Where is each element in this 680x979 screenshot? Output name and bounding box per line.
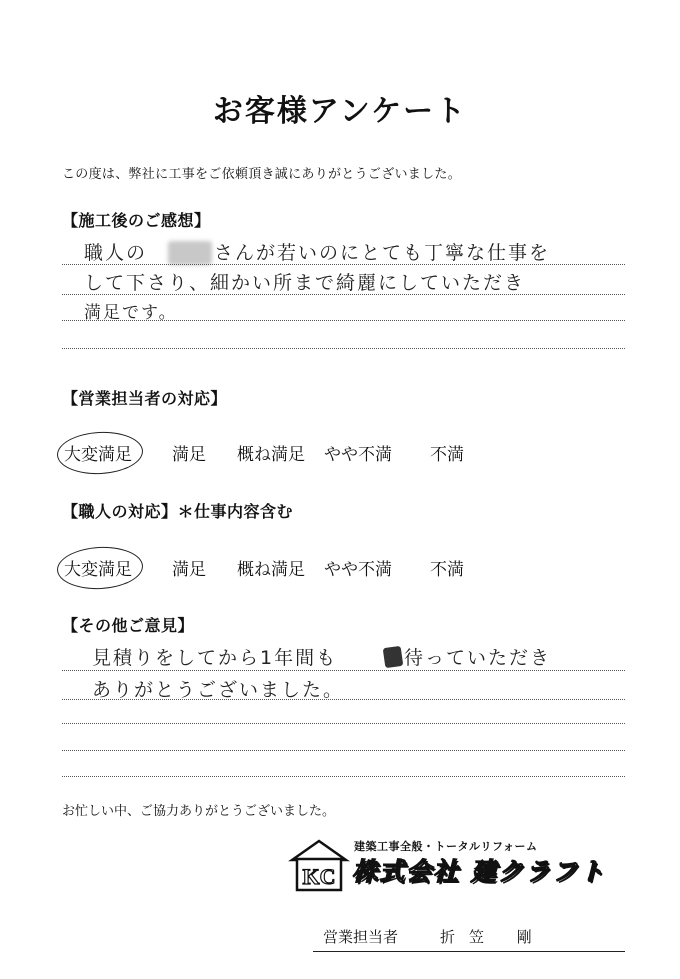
rating-option-dissatisfied[interactable]: 不満 xyxy=(430,560,464,580)
house-logo-icon xyxy=(288,838,350,894)
impressions-heading: 【施工後のご感想】 xyxy=(62,211,211,230)
answer-line xyxy=(62,348,625,349)
scribbled-out-text xyxy=(383,646,404,668)
rating-option-very-satisfied[interactable]: 大変満足 xyxy=(64,440,132,465)
other-comments-heading: 【その他ご意見】 xyxy=(62,616,195,635)
impressions-line-2: して下さり、細かい所まで綺麗にしていただき xyxy=(84,272,526,294)
answer-line xyxy=(62,264,625,265)
closing-text: お忙しい中、ご協力ありがとうございました。 xyxy=(62,804,336,819)
rating-option-slightly-dissatisfied[interactable]: やや不満 xyxy=(324,560,392,580)
answer-line xyxy=(62,750,625,751)
answer-line xyxy=(62,699,625,700)
answer-line xyxy=(62,670,625,671)
impressions-line-3: 満足です。 xyxy=(84,303,178,323)
answer-line xyxy=(62,723,625,724)
staff-name: 折笠 剛 xyxy=(440,928,546,946)
rating-option-mostly-satisfied[interactable]: 概ね満足 xyxy=(237,445,305,465)
logo-letters: KC xyxy=(302,864,336,889)
rating-option-satisfied[interactable]: 満足 xyxy=(172,560,206,580)
comments-line-1a: 見積りをしてから1年間も xyxy=(92,647,338,669)
sales-response-heading: 【営業担当者の対応】 xyxy=(62,389,228,408)
impressions-line-1a: 職人の xyxy=(84,242,148,264)
staff-label: 営業担当者 xyxy=(323,928,399,946)
intro-text: この度は、弊社に工事をご依頼頂き誠にありがとうございました。 xyxy=(62,167,462,182)
company-logo xyxy=(288,838,648,894)
page-title: お客様アンケート xyxy=(212,94,468,129)
rating-option-satisfied[interactable]: 満足 xyxy=(172,445,206,465)
rating-option-dissatisfied[interactable]: 不満 xyxy=(430,445,464,465)
rating-option-slightly-dissatisfied[interactable]: やや不満 xyxy=(324,445,392,465)
answer-line xyxy=(62,294,625,295)
company-name: 株式会社 建クラフト xyxy=(352,857,606,886)
comments-line-2: ありがとうございました。 xyxy=(92,679,345,701)
rating-option-very-satisfied[interactable]: 大変満足 xyxy=(64,555,132,580)
answer-line xyxy=(62,776,625,777)
signature-line xyxy=(313,951,625,952)
craftsman-response-heading: 【職人の対応】＊仕事内容含む xyxy=(62,502,294,521)
impressions-line-1b: さんが若いのにとても丁寧な仕事を xyxy=(214,242,551,264)
company-tagline: 建築工事全般・トータルリフォーム xyxy=(354,840,538,853)
rating-option-mostly-satisfied[interactable]: 概ね満足 xyxy=(237,560,305,580)
comments-line-1b: 待っていただき xyxy=(404,647,552,669)
redacted-name xyxy=(168,241,212,265)
answer-line xyxy=(62,320,625,321)
